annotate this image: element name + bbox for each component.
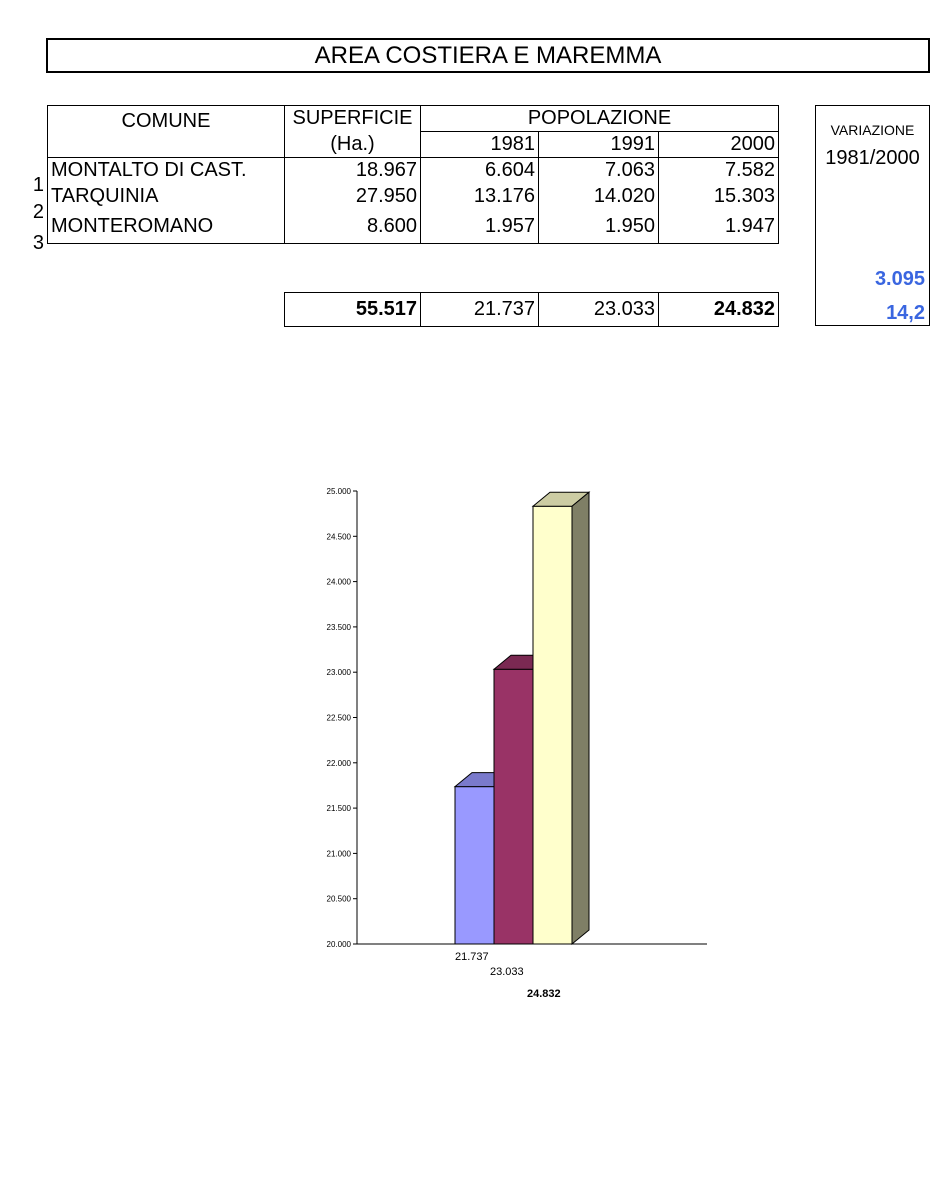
cell-1981: 13.176	[421, 184, 539, 210]
cell-2000: 1.947	[659, 210, 779, 244]
bar-1991	[494, 669, 533, 944]
totals-row	[284, 292, 779, 327]
row-number: 3	[32, 232, 44, 254]
data-label-2000: 24.832	[527, 988, 561, 1000]
header-year-2000: 2000	[659, 132, 779, 158]
row-number: 1	[32, 174, 44, 196]
y-tick-label: 20.000	[326, 940, 351, 949]
header-comune	[48, 106, 285, 158]
cell-comune: MONTALTO DI CAST.	[48, 158, 285, 184]
cell-superficie: 27.950	[285, 184, 421, 210]
cell-comune: MONTEROMANO	[48, 210, 285, 244]
bar-1981	[455, 787, 494, 944]
table-row	[48, 158, 779, 184]
header-superficie: SUPERFICIE	[285, 106, 421, 132]
y-tick-label: 25.000	[326, 487, 351, 496]
bar-side-2000	[572, 492, 589, 944]
variazione-percent: 14,2	[886, 302, 925, 324]
header-year-1991: 1991	[539, 132, 659, 158]
variazione-absolute: 3.095	[874, 268, 925, 290]
cell-1991: 14.020	[539, 184, 659, 210]
population-table	[47, 105, 779, 244]
total-superficie: 55.517	[285, 293, 421, 327]
table-row	[48, 210, 779, 244]
header-superficie-unit: (Ha.)	[285, 132, 421, 158]
cell-2000: 15.303	[659, 184, 779, 210]
y-tick-label: 22.500	[326, 713, 351, 723]
total-2000: 24.832	[659, 293, 779, 327]
variazione-period: 1981/2000	[825, 147, 920, 169]
y-tick-label: 23.000	[326, 668, 351, 678]
row-number: 2	[32, 201, 44, 223]
cell-1981: 1.957	[421, 210, 539, 244]
total-1981: 21.737	[421, 293, 539, 327]
cell-comune: TARQUINIA	[48, 184, 285, 210]
header-comune-label: COMUNE	[121, 110, 211, 132]
cell-1991: 1.950	[539, 210, 659, 244]
variazione-label: VARIAZIONE	[830, 122, 915, 138]
cell-1981: 6.604	[421, 158, 539, 184]
y-tick-label: 24.500	[326, 532, 351, 542]
y-tick-label: 22.000	[326, 758, 351, 768]
header-popolazione: POPOLAZIONE	[421, 106, 779, 132]
bar-2000	[533, 506, 572, 944]
variazione-box	[815, 105, 930, 326]
header-year-1981: 1981	[421, 132, 539, 158]
cell-superficie: 18.967	[285, 158, 421, 184]
cell-superficie: 8.600	[285, 210, 421, 244]
y-tick-label: 20.500	[326, 894, 351, 904]
data-label-1991: 23.033	[490, 966, 524, 978]
population-bar-chart	[0, 470, 950, 1030]
data-label-1981: 21.737	[455, 951, 489, 963]
y-tick-label: 21.000	[326, 849, 351, 859]
page-title: AREA COSTIERA E MAREMMA	[46, 38, 930, 73]
y-tick-label: 21.500	[326, 804, 351, 814]
y-tick-label: 23.500	[326, 622, 351, 632]
cell-2000: 7.582	[659, 158, 779, 184]
cell-1991: 7.063	[539, 158, 659, 184]
total-1991: 23.033	[539, 293, 659, 327]
table-row	[48, 184, 779, 210]
y-tick-label: 24.000	[326, 577, 351, 587]
